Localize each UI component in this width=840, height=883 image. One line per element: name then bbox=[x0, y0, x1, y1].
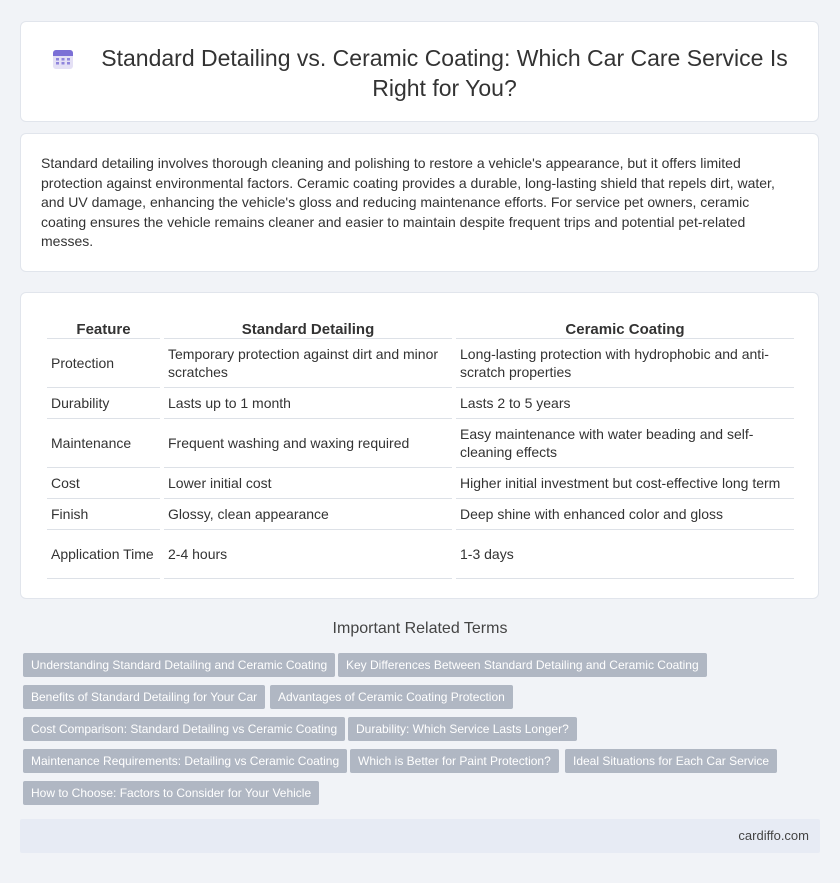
table-row bbox=[47, 339, 794, 388]
table-row bbox=[47, 530, 794, 579]
column-header: Feature bbox=[47, 314, 160, 339]
comparison-table bbox=[43, 314, 798, 579]
related-term-tag[interactable]: Maintenance Requirements: Detailing vs Ceramic Coating bbox=[23, 749, 347, 773]
table-cell: Temporary protection against dirt and minor scratches bbox=[164, 339, 452, 388]
table-row bbox=[47, 468, 794, 499]
calendar-icon bbox=[51, 47, 75, 71]
related-term-tag[interactable]: Key Differences Between Standard Detailing and Ceramic Coating bbox=[338, 653, 707, 677]
table-cell: Durability bbox=[47, 388, 160, 419]
table-cell: Finish bbox=[47, 499, 160, 530]
table-cell: Lasts up to 1 month bbox=[164, 388, 452, 419]
table-cell: Glossy, clean appearance bbox=[164, 499, 452, 530]
related-term-tag[interactable]: Advantages of Ceramic Coating Protection bbox=[270, 685, 513, 709]
related-term-tag[interactable]: How to Choose: Factors to Consider for Your Vehicle bbox=[23, 781, 319, 805]
related-term-tag[interactable]: Which is Better for Paint Protection? bbox=[350, 749, 559, 773]
table-cell: Lasts 2 to 5 years bbox=[456, 388, 794, 419]
table-cell: Long-lasting protection with hydrophobic and anti-scratch properties bbox=[456, 339, 794, 388]
table-row bbox=[47, 419, 794, 468]
table-cell: Easy maintenance with water beading and self-cleaning effects bbox=[456, 419, 794, 468]
column-header: Standard Detailing bbox=[164, 314, 452, 339]
table-cell: 1-3 days bbox=[456, 530, 794, 579]
table-header-row bbox=[47, 314, 794, 339]
table-cell: 2-4 hours bbox=[164, 530, 452, 579]
table-cell: Cost bbox=[47, 468, 160, 499]
footer bbox=[20, 819, 820, 853]
related-term-tag[interactable]: Understanding Standard Detailing and Ceramic Coating bbox=[23, 653, 335, 677]
page-title: Standard Detailing vs. Ceramic Coating: Which Car Care Service Is Right for You? bbox=[101, 45, 788, 101]
table-cell: Frequent washing and waxing required bbox=[164, 419, 452, 468]
related-terms-title: Important Related Terms bbox=[332, 620, 508, 637]
table-cell: Deep shine with enhanced color and gloss bbox=[456, 499, 794, 530]
header-card bbox=[20, 21, 819, 122]
table-cell: Application Time bbox=[47, 530, 160, 579]
related-term-tag[interactable]: Durability: Which Service Lasts Longer? bbox=[348, 717, 577, 741]
footer-site-link[interactable]: cardiffo.com bbox=[738, 828, 809, 843]
intro-text: Standard detailing involves thorough cleaning and polishing to restore a vehicle's appearance, but it offers limited protection against environmental factors. Ceramic coating provides a durable, long-lasting shield that repels dirt, water, and UV damage, enhancing the vehicle's gloss and reducing maintenance efforts. For service pet owners, ceramic coating ensures the vehicle remains cleaner and easier to maintain despite frequent trips and potential pet-related messes. bbox=[41, 155, 775, 250]
related-term-tag[interactable]: Benefits of Standard Detailing for Your Car bbox=[23, 685, 265, 709]
table-row bbox=[47, 499, 794, 530]
column-header: Ceramic Coating bbox=[456, 314, 794, 339]
comparison-table-card bbox=[20, 292, 819, 599]
related-term-tag[interactable]: Ideal Situations for Each Car Service bbox=[565, 749, 777, 773]
table-row bbox=[47, 388, 794, 419]
related-term-tag[interactable]: Cost Comparison: Standard Detailing vs Ceramic Coating bbox=[23, 717, 345, 741]
table-cell: Higher initial investment but cost-effective long term bbox=[456, 468, 794, 499]
intro-card bbox=[20, 133, 819, 272]
table-cell: Maintenance bbox=[47, 419, 160, 468]
table-cell: Protection bbox=[47, 339, 160, 388]
table-cell: Lower initial cost bbox=[164, 468, 452, 499]
